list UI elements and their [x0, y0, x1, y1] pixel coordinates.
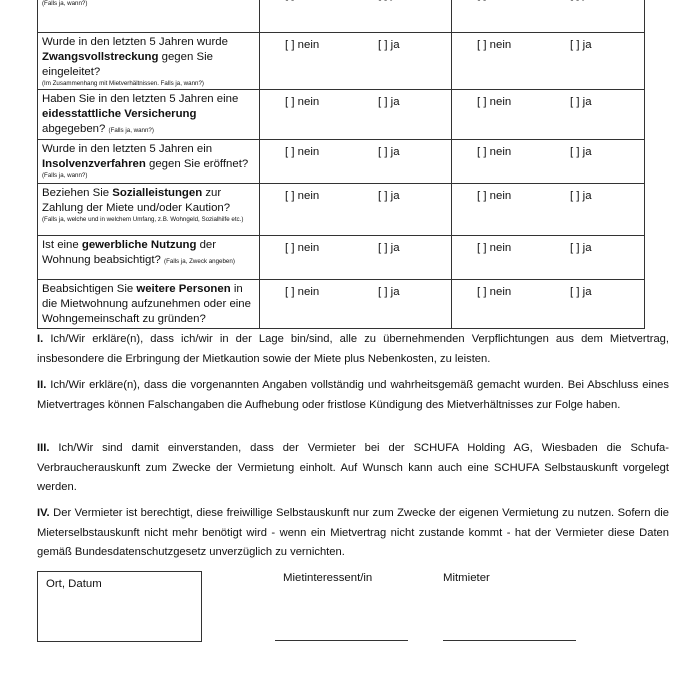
question-fragment: Beziehen Sie [42, 187, 113, 199]
declaration-number: IV. [37, 507, 50, 519]
question-cell [38, 236, 260, 280]
question-fragment: Wurde in den letzten 5 Jahren ein [42, 143, 213, 155]
co-tenant-answer-cell [452, 140, 645, 184]
declaration-3 [37, 439, 669, 498]
place-date-box[interactable] [37, 571, 202, 642]
question-keyword: Sozialleistungen [112, 187, 203, 199]
applicant-option-ja-checkbox[interactable]: [ ] ja [378, 39, 400, 51]
question-fragment: Beabsichtigen Sie [42, 283, 137, 295]
applicant-signature-line[interactable] [275, 640, 408, 641]
question-note: (Falls ja, wann?) [42, 172, 88, 179]
applicant-label: Mietinteressent/in [283, 572, 373, 584]
co-tenant-option-ja-checkbox[interactable]: [ ] ja [570, 39, 592, 51]
co-tenant-label: Mitmieter [443, 572, 490, 584]
question-text [42, 238, 255, 269]
applicant-option-ja-checkbox[interactable]: [ ] ja [378, 146, 400, 158]
question-row [38, 184, 645, 236]
applicant-answer-cell [260, 0, 452, 33]
question-fragment: abgegeben? [42, 123, 106, 135]
co-tenant-option-nein-checkbox[interactable]: [ ] nein [477, 242, 512, 254]
co-tenant-option-ja-checkbox[interactable]: [ ] ja [570, 190, 592, 202]
question-cell [38, 140, 260, 184]
co-tenant-answer-cell [452, 90, 645, 140]
co-tenant-answer-cell [452, 184, 645, 236]
declaration-text: Ich/Wir erkläre(n), dass ich/wir in der Lage bin/sind, alle zu übernehmenden Verpflichtungen aus dem Mietvertrag, insbesondere die Erbringung der Mietkaution sowie der Miete plus Nebenkosten, zu leisten. [37, 333, 669, 365]
question-row [38, 0, 645, 33]
applicant-answer-cell [260, 184, 452, 236]
question-note: (Falls ja, wann?) [42, 0, 88, 7]
co-tenant-option-nein-checkbox[interactable]: [ ] nein [477, 96, 512, 108]
applicant-option-ja-checkbox[interactable]: [ ] ja [378, 242, 400, 254]
applicant-answer-cell [260, 140, 452, 184]
question-row [38, 90, 645, 140]
question-cell [38, 280, 260, 329]
declaration-text: Ich/Wir erkläre(n), dass die vorgenannten Angaben vollständig und wahrheitsgemäß gemacht wurden. Bei Abschluss eines Mietvertrages können Falschangaben die Aufhebung oder fristlose Kündigung des Mietverhältnisses zur Folge haben. [37, 379, 669, 411]
co-tenant-option-ja-checkbox[interactable]: [ ] ja [570, 242, 592, 254]
co-tenant-option-nein-checkbox[interactable] [477, 0, 511, 1]
co-tenant-option-ja-checkbox[interactable]: [ ] ja [570, 286, 592, 298]
question-note: (Falls ja, welche und in welchem Umfang, z.B. Wohngeld, Sozialhilfe etc.) [42, 216, 244, 223]
co-tenant-answer-cell [452, 280, 645, 329]
applicant-option-ja-checkbox[interactable]: [ ] ja [378, 96, 400, 108]
question-keyword: Insolvenzverfahren [42, 158, 146, 170]
declaration-2 [37, 376, 669, 415]
question-row [38, 140, 645, 184]
co-tenant-signature-line[interactable] [443, 640, 576, 641]
question-text [42, 186, 255, 216]
co-tenant-option-nein-checkbox[interactable]: [ ] nein [477, 146, 512, 158]
applicant-answer-cell [260, 33, 452, 90]
applicant-option-nein-checkbox[interactable]: [ ] nein [285, 286, 320, 298]
question-note: (Im Zusammenhang mit Mietverhältnissen. Falls ja, wann?) [42, 80, 204, 87]
question-text [42, 92, 255, 138]
question-fragment: in die Mietwohnung aufzunehmen oder eine Wohngemeinschaft zu gründen? [42, 283, 251, 325]
declaration-1 [37, 330, 669, 369]
question-text [42, 282, 255, 327]
question-cell [38, 184, 260, 236]
question-row [38, 33, 645, 90]
question-fragment: zur Zahlung der Miete und/oder Kaution? [42, 187, 231, 214]
applicant-option-ja-checkbox[interactable]: [ ] ja [378, 286, 400, 298]
applicant-option-ja-checkbox[interactable]: [ ] ja [378, 190, 400, 202]
question-note: (Falls ja, wann?) [108, 127, 154, 134]
question-cell [38, 33, 260, 90]
question-row [38, 280, 645, 329]
co-tenant-option-ja-checkbox[interactable]: [ ] ja [570, 96, 592, 108]
applicant-answer-cell [260, 280, 452, 329]
applicant-option-nein-checkbox[interactable]: [ ] nein [285, 39, 320, 51]
question-row [38, 236, 645, 280]
applicant-option-nein-checkbox[interactable]: [ ] nein [285, 190, 320, 202]
question-fragment: Haben Sie in den letzten 5 Jahren eine [42, 93, 239, 105]
declaration-text: Der Vermieter ist berechtigt, diese freiwillige Selbstauskunft nur zum Zwecke der eigenen Vermietung zu nutzen. Sofern die Mieterselbstauskunft nicht mehr benötigt wird - wenn ein Mietvertrag nicht zustande kommt - hat der Vermieter diese Daten gemäß Bundesdatenschutzgesetz unverzüglich zu vernichten. [37, 507, 670, 558]
questions-table [37, 0, 645, 329]
question-fragment: gegen Sie eingeleitet? [42, 51, 213, 78]
co-tenant-option-ja-checkbox[interactable]: [ ] ja [570, 146, 592, 158]
question-fragment: der Wohnung beabsichtigt? [42, 239, 217, 266]
question-cell [38, 90, 260, 140]
place-date-label: Ort, Datum [46, 578, 102, 590]
applicant-answer-cell [260, 236, 452, 280]
questions-body [38, 0, 645, 329]
co-tenant-option-nein-checkbox[interactable]: [ ] nein [477, 39, 512, 51]
question-keyword: eidesstattliche Versicherung [42, 108, 197, 120]
applicant-option-nein-checkbox[interactable] [285, 0, 319, 1]
applicant-answer-cell [260, 90, 452, 140]
question-text [42, 35, 255, 80]
declaration-number: III. [37, 442, 50, 454]
co-tenant-answer-cell [452, 33, 645, 90]
question-text [42, 142, 255, 172]
question-fragment: Ist eine [42, 239, 82, 251]
question-fragment: gegen Sie eröffnet? [145, 158, 249, 170]
question-note: (Falls ja, Zweck angeben) [164, 258, 235, 265]
applicant-option-ja-checkbox[interactable] [378, 0, 400, 1]
declaration-number: II. [37, 379, 47, 391]
question-keyword: weitere Personen [136, 283, 231, 295]
question-cell [38, 0, 260, 33]
co-tenant-answer-cell [452, 236, 645, 280]
question-keyword: gewerbliche Nutzung [81, 239, 197, 251]
applicant-option-nein-checkbox[interactable]: [ ] nein [285, 242, 320, 254]
declaration-number: I. [37, 333, 44, 345]
co-tenant-option-nein-checkbox[interactable]: [ ] nein [477, 286, 512, 298]
declaration-4 [37, 504, 669, 563]
co-tenant-option-ja-checkbox[interactable] [570, 0, 592, 1]
applicant-option-nein-checkbox[interactable]: [ ] nein [285, 96, 320, 108]
declaration-text: Ich/Wir sind damit einverstanden, dass der Vermieter bei der SCHUFA Holding AG, Wiesbaden die Schufa-Verbraucherauskunft zum Zwecke der Vermietung einholt. Auf Wunsch kann auch eine SCHUFA Selbstauskunft vorgelegt werden. [37, 442, 670, 493]
applicant-option-nein-checkbox[interactable]: [ ] nein [285, 146, 320, 158]
co-tenant-answer-cell [452, 0, 645, 33]
co-tenant-option-nein-checkbox[interactable]: [ ] nein [477, 190, 512, 202]
question-keyword: Zwangsvollstreckung [42, 51, 159, 63]
question-fragment: Wurde in den letzten 5 Jahren wurde [42, 36, 228, 48]
